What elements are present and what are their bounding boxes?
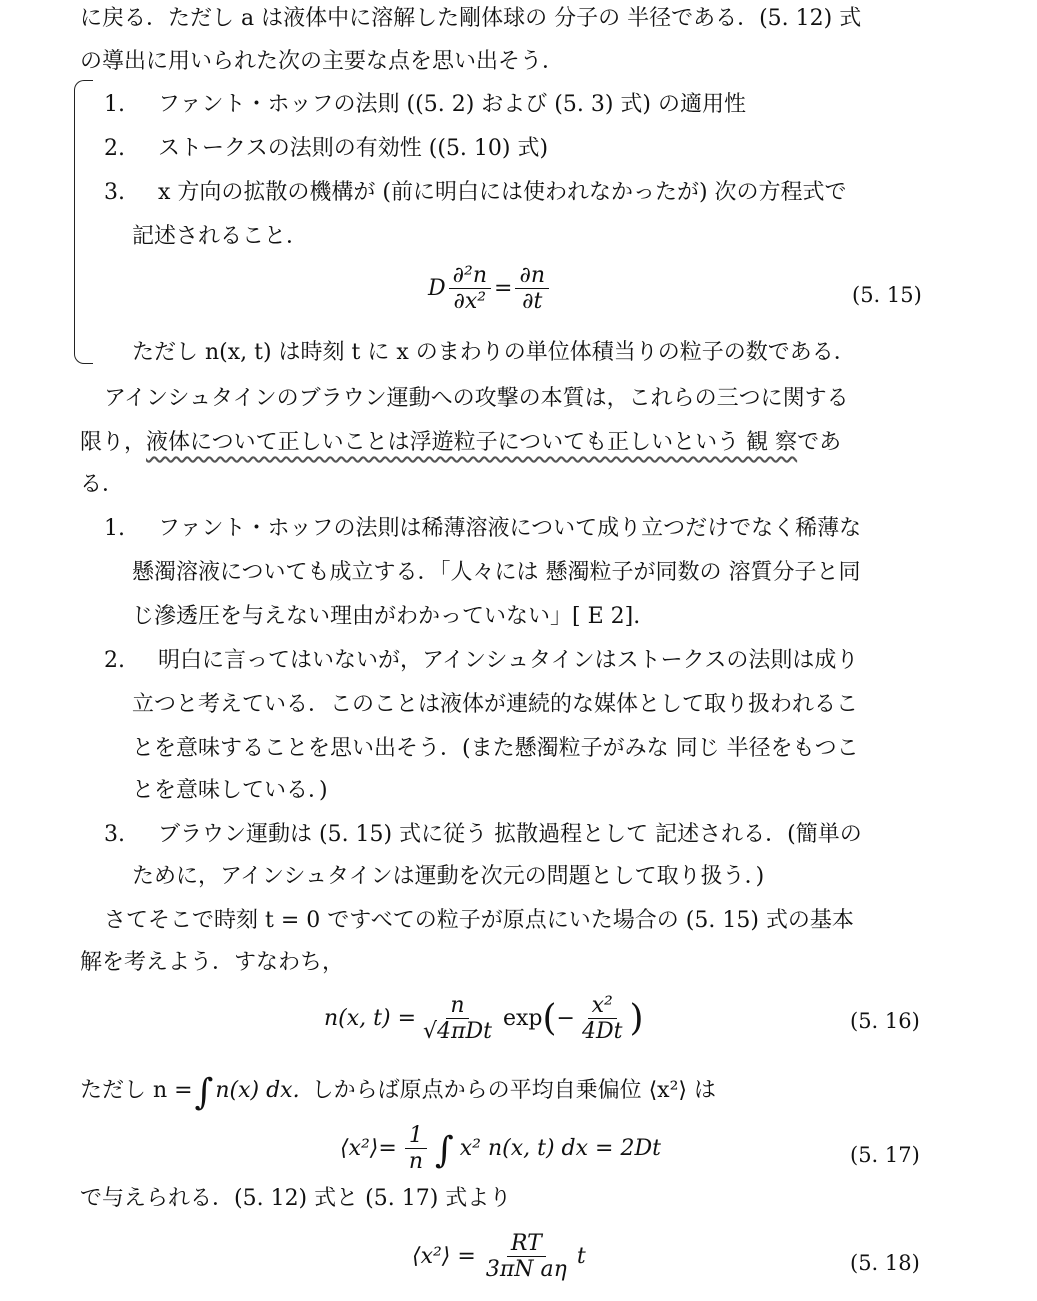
list-item-text: 明白に言ってはいないが，アインシュタインはストークスの法則は成り (158, 648, 859, 673)
equation-number: (5. 18) (850, 1251, 920, 1275)
eq-symbol: = (494, 276, 513, 302)
list-number: 3. (104, 822, 125, 847)
list-item-text: とを意味している．) (132, 778, 328, 803)
list-item-text: ために，アインシュタインは運動を次元の問題として取り扱う．) (132, 864, 765, 889)
underlined-text: 液体について正しいことは浮遊粒子についても正しいという 観 察 (146, 430, 798, 455)
equation-5-18 (412, 1232, 586, 1281)
list-item-text: とを意味することを思い出そう．(また懸濁粒子がみな 同じ 半径をもつこ (132, 736, 859, 761)
list-number: 2. (104, 136, 125, 161)
list-number: 2. (104, 648, 125, 673)
list-item-text: x 方向の拡散の機構が (前に明白には使われなかったが) 次の方程式で (158, 180, 847, 205)
text-span: しからば原点からの平均自乗偏位 ⟨x²⟩ は (311, 1078, 716, 1103)
text-span: であ (797, 430, 842, 455)
list-number: 1. (104, 516, 125, 541)
list-item-text: ファント・ホッフの法則 ((5. 2) および (5. 3) 式) の適用性 (158, 92, 746, 117)
list-number: 1. (104, 92, 125, 117)
equation-5-16 (324, 994, 644, 1043)
eq-numerator: x² (588, 994, 617, 1019)
eq-lhs: n(x, t) = (324, 1006, 416, 1032)
text-line: る． (80, 472, 125, 497)
eq-rhs: x² n(x, t) dx = 2Dt (459, 1136, 661, 1162)
eq-denominator: 4Dt (581, 1019, 623, 1045)
text-line: さてそこで時刻 t = 0 ですべての粒子が原点にいた場合の (5. 15) 式の基本 (104, 908, 854, 933)
eq-fraction (449, 264, 491, 313)
list-item-text: ファント・ホッフの法則は稀薄溶液について成り立つだけでなく稀薄な (158, 516, 862, 541)
list-item-text: 記述されること． (132, 224, 309, 249)
text-line: の導出に用いられた次の主要な点を思い出そう． (80, 49, 565, 74)
eq-numerator: n (446, 994, 468, 1019)
text-line: アインシュタインのブラウン運動への攻撃の本質は，これらの三つに関する (104, 386, 849, 411)
text-line: で与えられる．(5. 12) 式と (5. 17) 式より (80, 1186, 512, 1211)
equation-5-17 (340, 1124, 661, 1173)
equation-number: (5. 15) (852, 283, 922, 307)
text-line: に戻る．ただし a は液体中に溶解した剛体球の 分子の 半径である．(5. 12) 式 (80, 6, 862, 31)
text-line: 解を考えよう．すなわち， (80, 950, 345, 975)
text-span: n(x) dx. (215, 1078, 300, 1103)
list-item-text: じ滲透圧を与えない理由がわかっていない」[ E 2]. (132, 604, 641, 629)
eq-denominator: √4πDt (423, 1019, 492, 1045)
list-item-text: ブラウン運動は (5. 15) 式に従う 拡散過程として 記述される．(簡単の (158, 822, 862, 847)
eq-symbol: t (576, 1244, 586, 1270)
list-item-text: 立つと考えている．このことは液体が連続的な媒体として取り扱われるこ (132, 692, 859, 717)
integral-sign: ∫ (194, 1072, 214, 1113)
equation-number: (5. 16) (850, 1009, 920, 1033)
eq-numerator: ∂n (515, 264, 549, 289)
eq-denominator: 3πN aη (485, 1257, 567, 1283)
eq-denominator: n (408, 1149, 423, 1175)
eq-fraction (419, 994, 496, 1043)
eq-lhs: ⟨x²⟩ = (412, 1244, 476, 1270)
text-line (80, 428, 841, 458)
eq-function: exp (502, 1006, 543, 1032)
eq-paren: ) (629, 997, 644, 1039)
equation-number: (5. 17) (850, 1143, 920, 1167)
list-item-text: 懸濁溶液についても成立する．「人々には 懸濁粒子が同数の 溶質分子と同 (132, 560, 861, 585)
list-item-text: ストークスの法則の有効性 ((5. 10) 式) (158, 136, 549, 161)
eq-fraction (578, 994, 626, 1043)
hand-drawn-bracket (74, 80, 93, 364)
eq-symbol: − (556, 1006, 575, 1032)
equation-5-15 (428, 264, 552, 313)
text-line (80, 1072, 716, 1113)
text-line: ただし n(x, t) は時刻 t に x のまわりの単位体積当りの粒子の数である． (132, 340, 856, 365)
eq-numerator: RT (507, 1232, 546, 1257)
integral-sign: ∫ (435, 1129, 454, 1171)
eq-denominator: ∂t (522, 289, 543, 315)
eq-fraction (515, 264, 549, 313)
eq-lhs: ⟨x²⟩= (340, 1136, 397, 1162)
list-number: 3. (104, 180, 125, 205)
text-span: ただし n = (80, 1078, 193, 1103)
eq-symbol: D (428, 276, 446, 302)
eq-fraction (405, 1124, 427, 1173)
eq-denominator: ∂x² (453, 289, 487, 315)
eq-fraction (482, 1232, 571, 1281)
text-span: 限り， (80, 430, 147, 455)
eq-numerator: ∂²n (449, 264, 491, 289)
eq-paren: ( (542, 997, 557, 1039)
eq-numerator: 1 (405, 1124, 427, 1149)
